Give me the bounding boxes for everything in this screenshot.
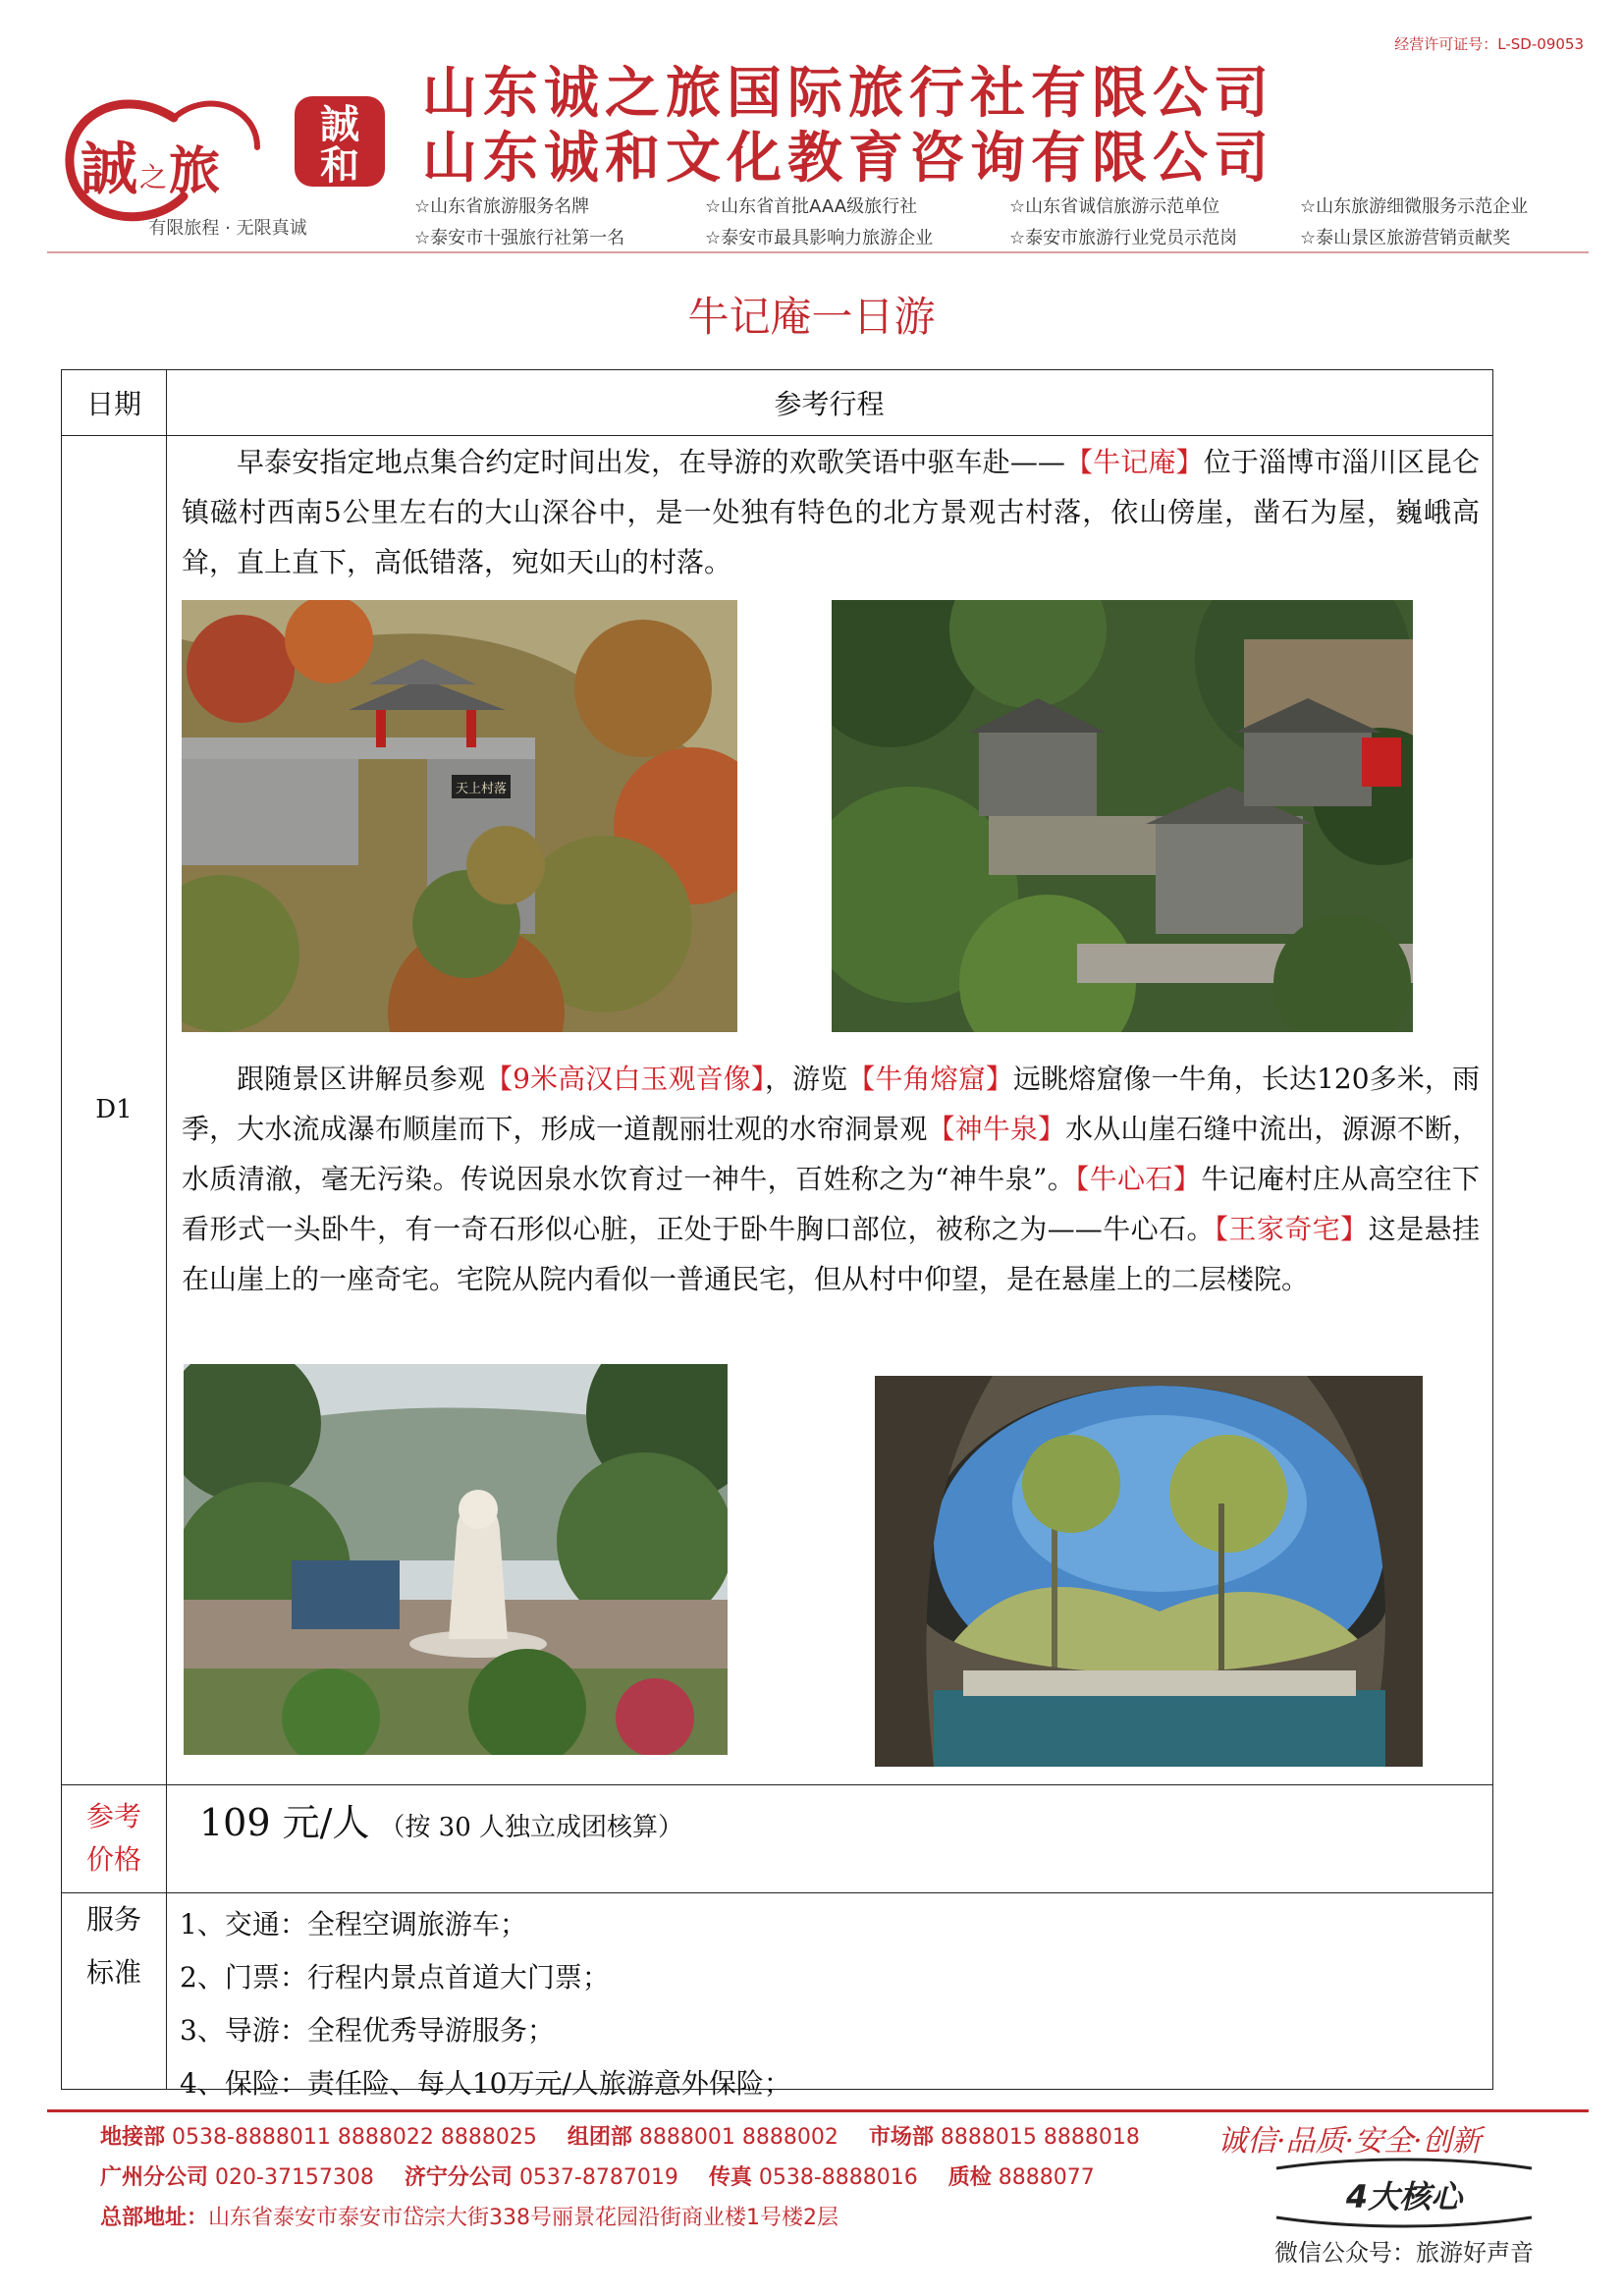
honor-item: ☆山东省旅游服务名牌 (414, 196, 590, 217)
quality-label: 质检 (947, 2165, 992, 2190)
guangzhou-branch-label: 广州分公司 (100, 2165, 209, 2190)
fax-number: 0538-8888016 (758, 2165, 918, 2190)
day-label: D1 (95, 1095, 133, 1124)
price-note: （按 30 人独立成团核算） (379, 1813, 684, 1842)
description-text: 早泰安指定地点集合约定时间出发，在导游的欢歌笑语中驱车赴—— (237, 446, 1065, 478)
table-rule (62, 1892, 1492, 1893)
company-logo (61, 79, 395, 246)
itinerary-table (61, 369, 1493, 2100)
slogan-values: 诚信·品质·安全·创新 (1217, 2124, 1482, 2159)
guangzhou-branch-phone: 020-37157308 (215, 2165, 374, 2190)
svg-text:誠: 誠 (81, 136, 138, 202)
price-label-line-2: 价格 (85, 1843, 141, 1876)
service-label (62, 1892, 166, 2000)
price-label-line-1: 参考 (85, 1800, 141, 1832)
photo-sign: 天上村落 (455, 782, 508, 796)
jining-branch-label: 济宁分公司 (404, 2165, 513, 2190)
itinerary-paragraph-1 (182, 437, 1480, 587)
photo-cave-view (875, 1376, 1423, 1767)
logo-tagline: 有限旅程 · 无限真诚 (148, 218, 307, 239)
group-dept-phones: 8888001 8888002 (638, 2125, 839, 2150)
license-number: 经营许可证号：L-SD-09053 (1394, 35, 1584, 53)
honor-item: ☆山东旅游细微服务示范企业 (1300, 196, 1529, 217)
itinerary-paragraph-2 (182, 1054, 1480, 1304)
attraction-name: 【牛心石】 (1075, 1163, 1202, 1195)
photo-guanyin-statue (184, 1364, 728, 1755)
table-rule (62, 435, 1492, 436)
slogan-wechat: 微信公众号：旅游好声音 (1274, 2239, 1534, 2267)
attraction-name: 【9米高汉白玉观音像】 (484, 1063, 765, 1095)
service-label-line-1: 服务 (85, 1903, 141, 1936)
ground-dept-label: 地接部 (100, 2125, 166, 2150)
hq-address: 山东省泰安市泰安市岱宗大街338号丽景花园沿街商业楼1号楼2层 (208, 2206, 839, 2230)
description-text: 远眺熔窟像一牛角，长达120多米，雨季，大水流成瀑布顺崖而下，形成一道靓丽壮观的水帘洞景观 (182, 1063, 1480, 1145)
description-text: 牛记庵村庄从高空往下看形式一头卧牛，有一奇石形似心脏，正处于卧牛胸口部位，被称之为——牛心石。 (182, 1163, 1480, 1245)
honor-item: ☆山东省诚信旅游示范单位 (1009, 196, 1220, 217)
description-text: 跟随景区讲解员参观 (237, 1063, 485, 1095)
honor-item: ☆泰安市旅游行业党员示范岗 (1009, 228, 1238, 248)
contact-line-2 (100, 2158, 1140, 2198)
company-name-2: 山东诚和文化教育咨询有限公司 (422, 127, 1274, 191)
table-rule (62, 1784, 1492, 1785)
attraction-name: 【牛角熔窟】 (847, 1063, 1013, 1095)
page-title: 牛记庵一日游 (687, 293, 936, 341)
core-values-slogan (1208, 2092, 1600, 2288)
service-item: 4、保险：责任险、每人10万元/人旅游意外保险； (180, 2067, 791, 2100)
hq-label: 总部地址： (100, 2206, 209, 2230)
price-value: 109 元/人 (199, 1801, 370, 1844)
honor-item: ☆泰山景区旅游营销贡献奖 (1300, 228, 1511, 248)
service-list (180, 1898, 791, 2110)
price-label (62, 1784, 166, 1892)
honor-item: ☆山东省首批AAA级旅行社 (705, 196, 918, 217)
service-label-line-2: 标准 (85, 1956, 141, 1989)
header-date: 日期 (85, 388, 141, 420)
honor-item: ☆泰安市十强旅行社第一名 (414, 228, 625, 248)
description-text: 位于淄博市淄川区昆仑镇磁村西南5公里左右的大山深谷中，是一处独有特色的北方景观古村落，依山傍崖，凿石为屋，巍峨高耸，直上直下，高低错落，宛如天山的村落。 (182, 446, 1480, 578)
company-name-1: 山东诚之旅国际旅行社有限公司 (422, 62, 1274, 126)
description-text: ，游览 (764, 1063, 848, 1095)
header-divider (47, 251, 1589, 253)
quality-number: 8888077 (998, 2165, 1095, 2190)
attraction-name: 【神牛泉】 (927, 1113, 1066, 1145)
svg-text:和: 和 (320, 143, 359, 189)
jining-branch-phone: 0537-8787019 (518, 2165, 678, 2190)
ground-dept-phones: 0538-8888011 8888022 8888025 (172, 2125, 537, 2150)
attraction-name: 【牛记庵】 (1064, 446, 1204, 478)
honor-item: ☆泰安市最具影响力旅游企业 (705, 228, 934, 248)
photo-stone-village (832, 600, 1413, 1032)
honor-list (414, 192, 1593, 249)
description-text: 水从山崖石缝中流出，源源不断，水质清澈，毫无污染。传说因泉水饮育过一神牛，百姓称之为“神牛泉”。 (182, 1113, 1480, 1195)
description-text: 这是悬挂在山崖上的一座奇宅。宅院从院内看似一普通民宅，但从村中仰望，是在悬崖上的二层楼院。 (182, 1213, 1480, 1295)
price-row (199, 1792, 683, 1846)
attraction-name: 【王家奇宅】 (1214, 1213, 1369, 1245)
service-item: 3、导游：全程优秀导游服务； (180, 2014, 555, 2047)
svg-text:之: 之 (139, 161, 168, 193)
header-plan: 参考行程 (774, 388, 885, 420)
photo-gate-tower (182, 600, 737, 1032)
market-dept-label: 市场部 (868, 2125, 934, 2150)
svg-text:誠: 誠 (320, 102, 359, 147)
service-item: 2、门票：行程内景点首道大门票； (180, 1961, 610, 1994)
group-dept-label: 组团部 (567, 2125, 632, 2150)
contact-line-1 (100, 2117, 1140, 2158)
fax-label: 传真 (708, 2165, 752, 2190)
slogan-core: 4大核心 (1345, 2178, 1463, 2215)
service-item: 1、交通：全程空调旅游车； (180, 1908, 527, 1941)
footer-contacts (100, 2117, 1140, 2238)
table-rule (166, 370, 167, 2089)
svg-text:旅: 旅 (169, 141, 221, 201)
market-dept-phones: 8888015 8888018 (940, 2125, 1140, 2150)
contact-line-3 (100, 2198, 1140, 2238)
